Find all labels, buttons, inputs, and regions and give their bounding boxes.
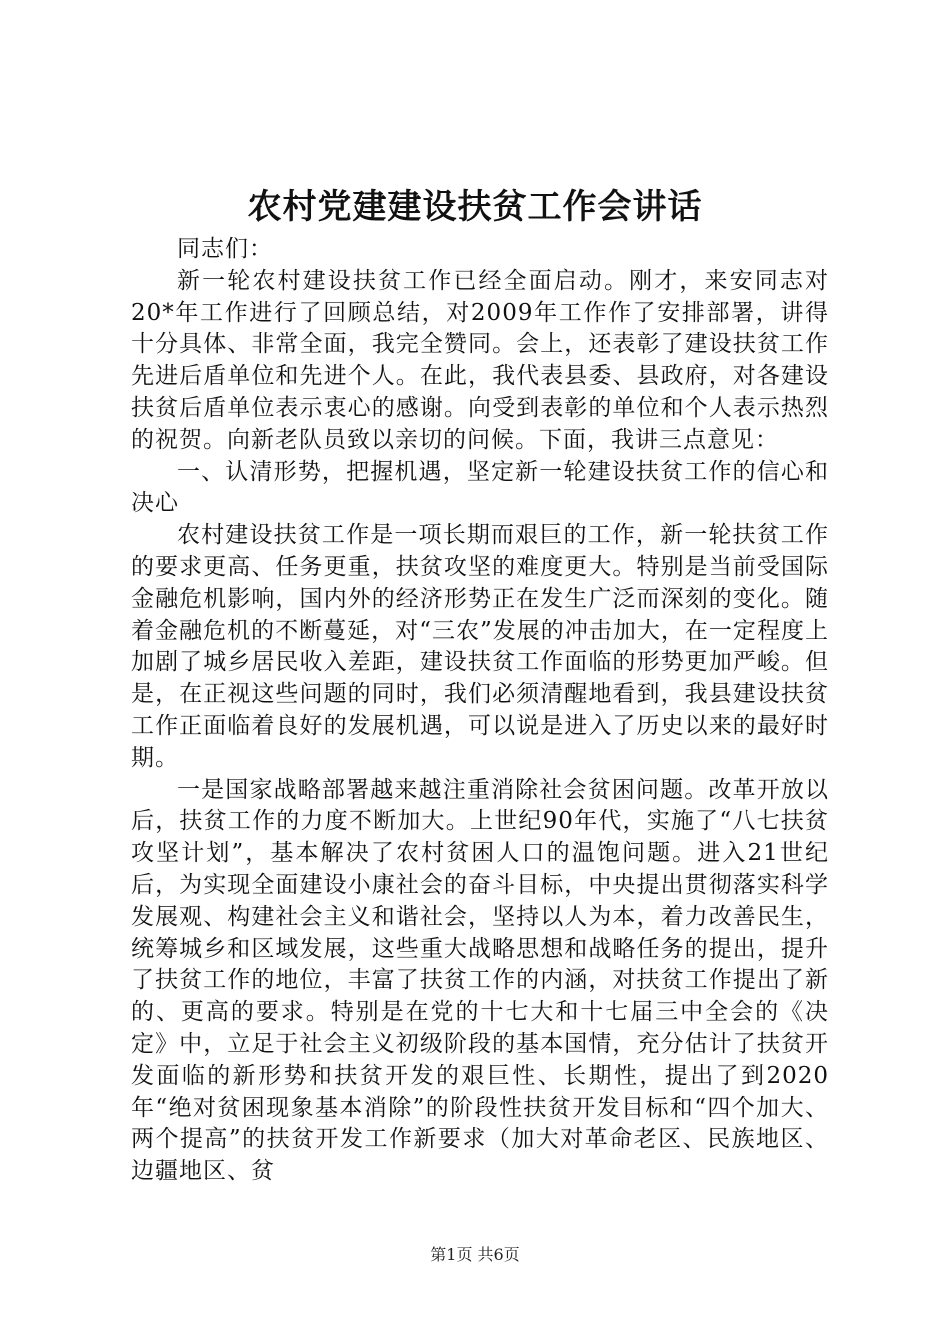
paragraph-situation: 农村建设扶贫工作是一项长期而艰巨的工作，新一轮扶贫工作的要求更高、任务更重，扶贫攻坚的难度更大。特别是当前受国际金融危机影响，国内外的经济形势正在发生广泛而深刻的变化。随着金融危机的不断蔓延，对“三农”发展的冲击加大，在一定程度上加剧了城乡居民收入差距，建设扶贫工作面临的形势更加严峻。但是，在正视这些问题的同时，我们必须清醒地看到，我县建设扶贫工作正面临着良好的发展机遇，可以说是进入了历史以来的最好时期。 bbox=[131, 522, 829, 771]
paragraph-opening: 新一轮农村建设扶贫工作已经全面启动。刚才，来安同志对20*年工作进行了回顾总结，对2009年工作作了安排部署，讲得十分具体、非常全面，我完全赞同。会上，还表彰了建设扶贫工作先进后盾单位和先进个人。在此，我代表县委、县政府，对各建设扶贫后盾单位表示衷心的感谢。向受到表彰的单位和个人表示热烈的祝贺。向新老队员致以亲切的问候。下面，我讲三点意见： bbox=[131, 267, 829, 453]
section-heading: 一、认清形势，把握机遇，坚定新一轮建设扶贫工作的信心和决心 bbox=[131, 458, 829, 517]
paragraph-strategy: 一是国家战略部署越来越注重消除社会贫困问题。改革开放以后，扶贫工作的力度不断加大。上世纪90年代，实施了“八七扶贫攻坚计划”，基本解决了农村贫困人口的温饱问题。进入21世纪后，为实现全面建设小康社会的奋斗目标，中央提出贯彻落实科学发展观、构建社会主义和谐社会，坚持以人为本，着力改善民生，统筹城乡和区域发展，这些重大战略思想和战略任务的提出，提升了扶贫工作的地位，丰富了扶贫工作的内涵，对扶贫工作提出了新的、更高的要求。特别是在党的十七大和十七届三中全会的《决定》中，立足于社会主义初级阶段的基本国情，充分估计了扶贫开发面临的新形势和扶贫开发的艰巨性、长期性，提出了到2020年“绝对贫困现象基本消除”的阶段性扶贫开发目标和“四个加大、两个提高”的扶贫开发工作新要求（加大对革命老区、民族地区、边疆地区、贫 bbox=[131, 776, 829, 1185]
salutation: 同志们： bbox=[177, 236, 273, 262]
page-number-footer: 第1页 共6页 bbox=[430, 1245, 520, 1264]
document-body bbox=[131, 234, 829, 1188]
page-title: 农村党建建设扶贫工作会讲话 bbox=[247, 187, 703, 227]
